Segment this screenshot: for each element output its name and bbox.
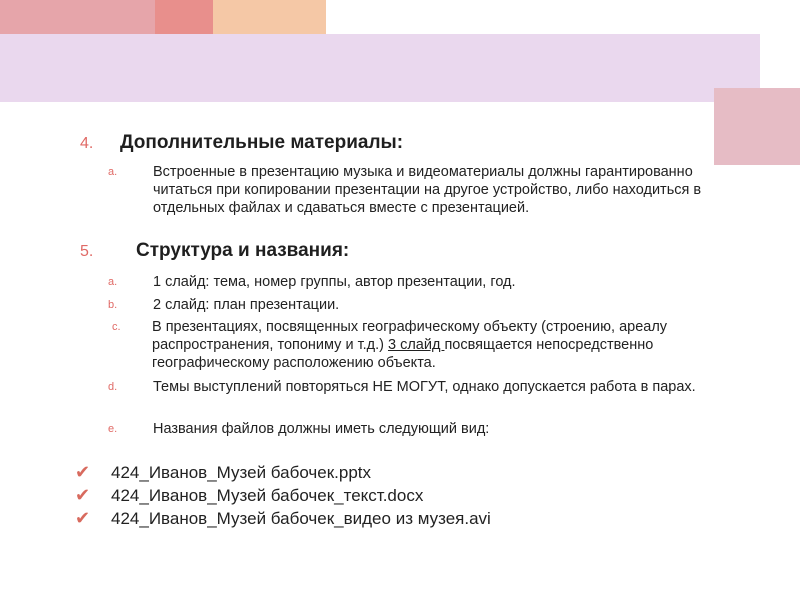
item-text: Встроенные в презентацию музыка и видеоматериалы должны гарантированно читаться при копировании презентации на другое устройство, либо находиться в отдельных файлах и сдаваться вместе с презентацией. (153, 164, 702, 216)
check-icon: ✔ (75, 485, 91, 505)
file-example-text: 424_Иванов_Музей бабочек_видео из музея.avi (111, 509, 491, 528)
item-text: 2 слайд: план презентации. (153, 297, 340, 313)
item-marker: c. (112, 321, 121, 333)
decor-block-rose (714, 88, 800, 165)
item-marker: a. (108, 276, 118, 288)
section-4-item-a (108, 163, 728, 217)
item-text: 1 слайд: тема, номер группы, автор презентации, год. (153, 274, 516, 290)
file-example-text: 424_Иванов_Музей бабочек_текст.docx (111, 486, 424, 505)
section-4-heading (80, 132, 403, 154)
section-5-title: Структура и названия: (136, 240, 350, 261)
section-5-item-a (108, 273, 728, 291)
file-example-3 (75, 508, 491, 529)
item-text (152, 318, 732, 372)
item-text-underlined: 3 слайд (387, 337, 445, 353)
decor-band-lavender (0, 34, 760, 102)
file-example-text: 424_Иванов_Музей бабочек.pptx (111, 463, 372, 482)
section-5-item-e (108, 420, 728, 438)
section-5-item-c (112, 318, 732, 372)
item-marker: b. (108, 299, 118, 311)
section-4-number: 4. (80, 135, 94, 152)
file-example-1 (75, 462, 371, 483)
item-text: Темы выступлений повторяться НЕ МОГУТ, однако допускается работа в парах. (153, 379, 696, 395)
item-text-after: посвящается непосредственно географическому расположению объекта. (152, 337, 654, 371)
item-text: Названия файлов должны иметь следующий вид: (153, 421, 490, 437)
section-4-title: Дополнительные материалы: (120, 132, 404, 153)
check-icon: ✔ (75, 508, 91, 528)
item-marker: d. (108, 381, 118, 393)
item-marker: e. (108, 423, 118, 435)
section-5-number: 5. (80, 243, 94, 260)
check-icon: ✔ (75, 462, 91, 482)
file-example-2 (75, 485, 423, 506)
item-text-before: В презентациях, посвященных географическому объекту (строению, ареалу распространения, топониму и т.д.) (152, 319, 668, 353)
section-5-heading (80, 240, 349, 262)
section-5-item-d (108, 378, 728, 396)
item-marker: a. (108, 166, 118, 178)
section-5-item-b (108, 296, 728, 314)
